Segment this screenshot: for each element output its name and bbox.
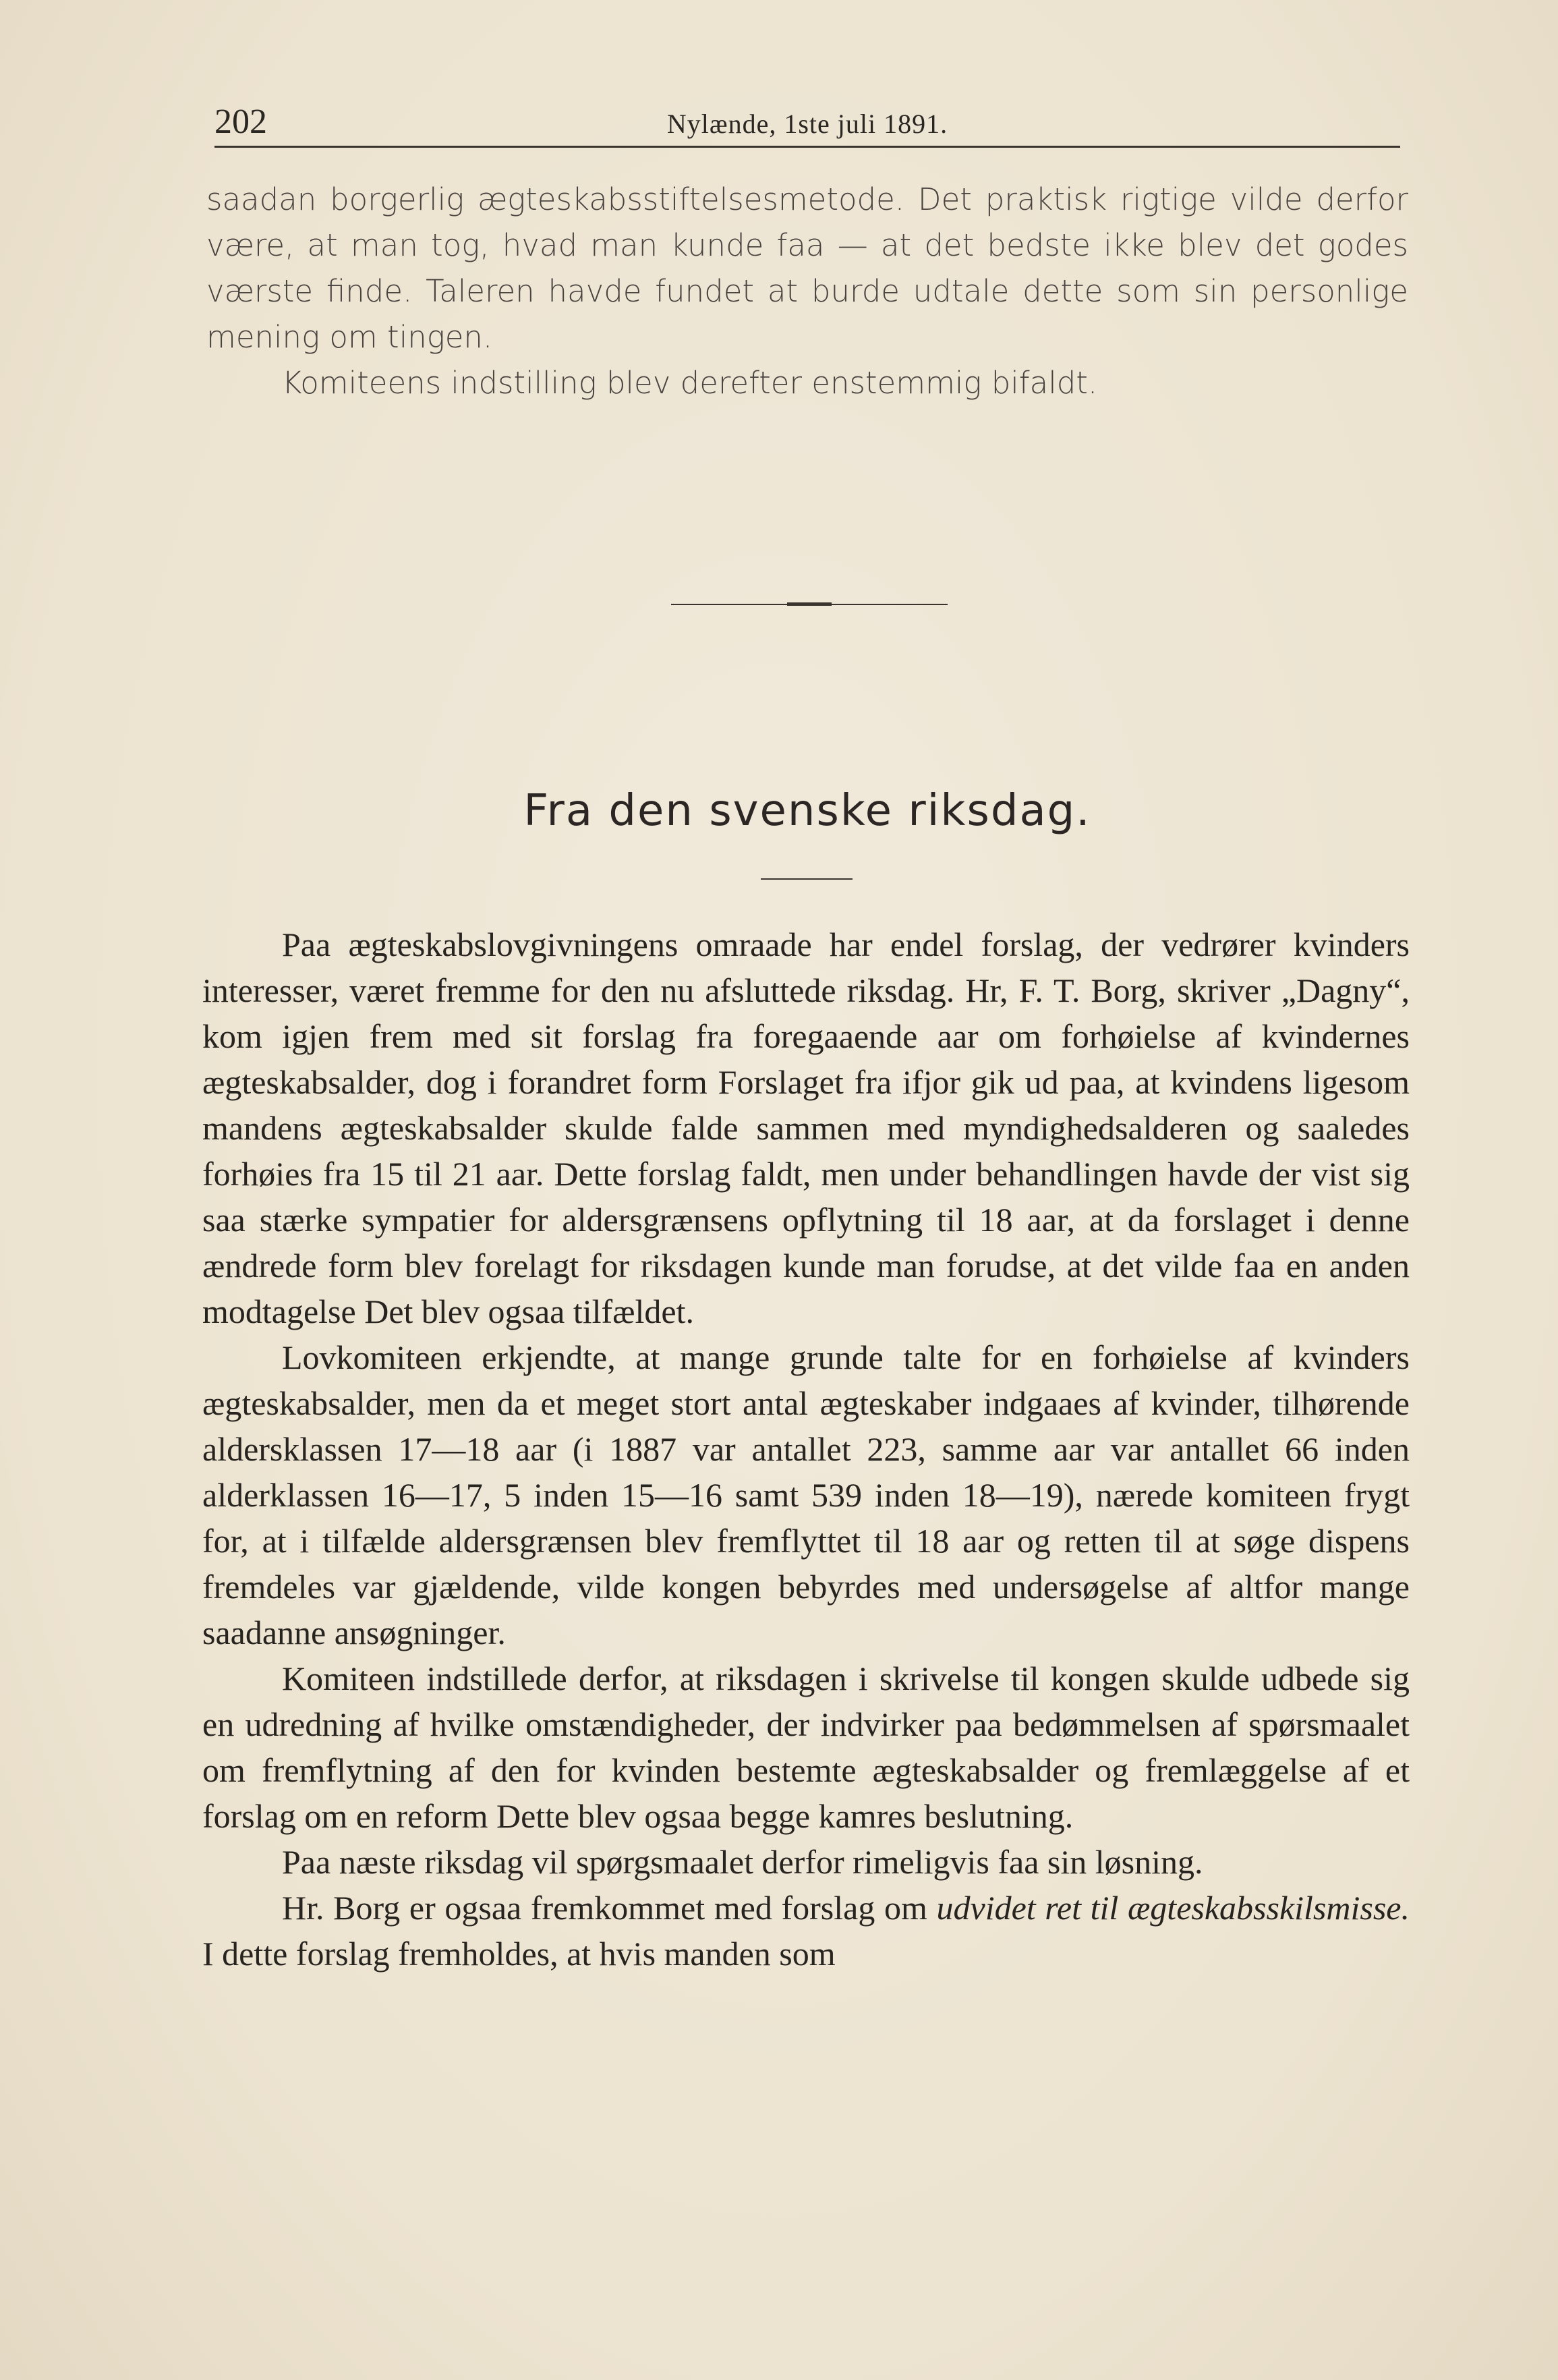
- body-paragraph: Paa næste riksdag vil spørgsmaalet derfor rimeligvis faa sin løsning.: [282, 1843, 1203, 1881]
- body-text-italic: udvidet ret til ægteskabsskilsmisse.: [936, 1889, 1410, 1927]
- running-header: [214, 101, 1400, 148]
- body-paragraph-last: [202, 1885, 1410, 1977]
- running-title: Nylænde, 1ste juli 1891.: [666, 109, 948, 139]
- header-rule: [214, 146, 1400, 148]
- continuation-paragraph: saadan borgerlig ægteskabsstiftelsesmetode. Det praktisk rigtige vilde derfor være, at man tog, hvad man kunde faa — at det bedste ikke blev det godes værste finde. Taleren havde fundet at burde udtale dette som sin personlige mening om tingen.: [206, 181, 1408, 355]
- body-paragraph: Lovkomiteen erkjendte, at mange grunde talte for en forhøielse af kvinders ægteskabsalder, men da et meget stort antal ægteskaber indgaaes af kvinder, tilhørende aldersklassen 17—18 aar (i 1887 var antallet 223, samme aar var antallet 66 inden alderklassen 16—17, 5 inden 15—16 samt 539 inden 18—19), nærede komiteen frygt for, at i tilfælde aldersgrænsen blev fremflyttet til 18 aar og retten til at søge dispens fremdeles var gjældende, vilde kongen bebyrdes med undersøgelse af altfor mange saadanne ansøgninger.: [202, 1338, 1410, 1651]
- article-body: [202, 922, 1410, 1977]
- body-text-tail: I dette forslag fremholdes, at hvis manden som: [202, 1935, 836, 1973]
- page-number: 202: [214, 103, 267, 141]
- body-text-lead: Hr. Borg er ogsaa fremkommet med forslag om: [282, 1889, 937, 1927]
- section-divider: [671, 604, 948, 605]
- continuation-text: [206, 177, 1408, 406]
- section-title: Fra den svenske riksdag.: [523, 786, 1091, 836]
- title-rule: [761, 878, 853, 880]
- body-paragraph: Komiteen indstillede derfor, at riksdagen i skrivelse til kongen skulde udbede sig en udredning af hvilke omstændigheder, der indvirker paa bedømmelsen af spørsmaalet om fremflytning af den for kvinden bestemte ægteskabsalder og fremlæggelse af et forslag om en reform Dette blev ogsaa begge kamres beslutning.: [202, 1660, 1410, 1835]
- continuation-paragraph: Komiteens indstilling blev derefter enstemmig bifaldt.: [282, 365, 1098, 401]
- body-paragraph: Paa ægteskabslovgivningens omraade har endel forslag, der vedrører kvinders interesser, været fremme for den nu afsluttede riksdag. Hr, F. T. Borg, skriver „Dagny“, kom igjen frem med sit forslag fra foregaaende aar om forhøielse af kvindernes ægteskabsalder, dog i forandret form Forslaget fra ifjor gik ud paa, at kvindens ligesom mandens ægteskabsalder skulde falde sammen med myndighedsalderen og saaledes forhøies fra 15 til 21 aar. Dette forslag faldt, men under behandlingen havde der vist sig saa stærke sympatier for aldersgrænsens opflytning til 18 aar, at da forslaget i denne ændrede form blev forelagt for riksdagen kunde man forudse, at det vilde faa en anden modtagelse Det blev ogsaa tilfældet.: [202, 926, 1410, 1330]
